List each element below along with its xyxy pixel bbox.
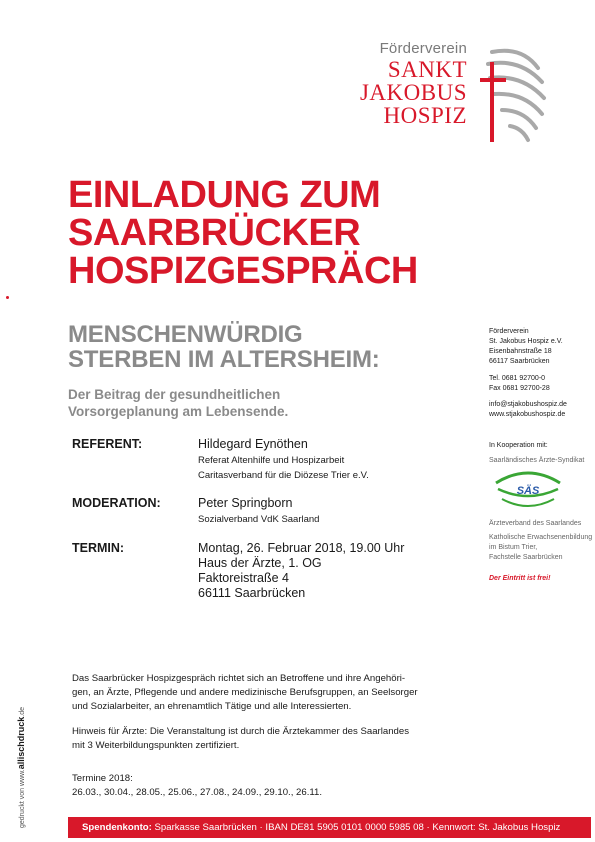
logo-line-1: SANKT: [387, 57, 467, 82]
contact-line-4: 66117 Saarbrücken: [489, 358, 550, 365]
printer-credit: [2, 700, 26, 830]
dates-list: 26.03., 30.04., 28.05., 25.06., 27.08., 24.09., 29.10., 26.11.: [72, 787, 322, 798]
partner-aerzte-syndikat: Saarländisches Ärzte-Syndikat: [489, 457, 585, 464]
referent-department: Referat Altenhilfe und Hospizarbeit: [198, 455, 345, 466]
referent-label: REFERENT:: [72, 437, 143, 451]
partner-keb-line-2: im Bistum Trier,: [489, 544, 538, 551]
doctors-note-line-2: mit 3 Weiterbildungspunkten zertifiziert.: [72, 740, 240, 751]
headline-line-1: EINLADUNG ZUM: [68, 174, 381, 216]
doctors-note-line-1: Hinweis für Ärzte: Die Veranstaltung ist durch die Ärztekammer des Saarlandes: [72, 726, 409, 737]
partner-aerzteverband: Ärzteverband des Saarlandes: [489, 520, 582, 527]
moderation-name: Peter Springborn: [198, 496, 293, 510]
cooperation-heading: In Kooperation mit:: [489, 442, 548, 449]
free-entry-note: Der Eintritt ist frei!: [489, 575, 551, 582]
intro-paragraph: [72, 672, 472, 714]
contact-line-1: Förderverein: [489, 328, 529, 335]
dates-section: [72, 772, 472, 800]
dates-label: Termine 2018:: [72, 773, 133, 784]
tagline: [68, 386, 398, 420]
termin-venue: Haus der Ärzte, 1. OG: [198, 556, 322, 570]
headline-line-2: SAARBRÜCKER: [68, 212, 361, 254]
logo-line-2: JAKOBUS: [359, 80, 467, 105]
subtitle-line-2: STERBEN IM ALTERSHEIM:: [68, 346, 380, 373]
referent-name: Hildegard Eynöthen: [198, 437, 308, 451]
moderation-organisation: Sozialverband VdK Saarland: [198, 514, 320, 525]
printer-prefix: gedruckt von www.: [19, 769, 26, 828]
donation-details: Sparkasse Saarbrücken · IBAN DE81 5905 0101 0000 5985 08 · Kennwort: St. Jakobus Hospiz: [151, 822, 561, 833]
logo-kicker: Förderverein: [379, 40, 467, 57]
referent-organisation: Caritasverband für die Diözese Trier e.V.: [198, 470, 369, 481]
subtitle-line-1: MENSCHENWÜRDIG: [68, 321, 303, 348]
termin-label: TERMIN:: [72, 541, 125, 555]
accent-dot: [6, 296, 9, 299]
intro-line-2: gen, an Ärzte, Pflegende und andere medizinische Berufsgruppen, an Seelsorger: [72, 687, 418, 698]
contact-email[interactable]: info@stjakobushospiz.de: [489, 401, 567, 408]
intro-line-1: Das Saarbrücker Hospizgespräch richtet sich an Betroffene und ihre Angehöri-: [72, 673, 406, 684]
contact-fax: Fax 0681 92700-28: [489, 385, 550, 392]
contact-line-3: Eisenbahnstraße 18: [489, 348, 552, 355]
headline-line-3: HOSPIZGESPRÄCH: [68, 250, 418, 292]
subtitle: [68, 322, 388, 372]
contact-website[interactable]: www.stjakobushospiz.de: [489, 411, 566, 418]
sas-logo-icon: [492, 469, 564, 509]
doctors-note: [72, 725, 472, 753]
contact-line-2: St. Jakobus Hospiz e.V.: [489, 338, 563, 345]
intro-line-3: und Sozialarbeiter, an ehrenamtlich Tätige und alle Interessierten.: [72, 701, 352, 712]
termin-city: 66111 Saarbrücken: [198, 586, 306, 600]
donation-footer: [68, 817, 591, 838]
moderation-label: MODERATION:: [72, 496, 161, 510]
partner-keb-line-3: Fachstelle Saarbrücken: [489, 554, 563, 561]
termin-date: Montag, 26. Februar 2018, 19.00 Uhr: [198, 541, 405, 555]
tagline-line-2: Vorsorgeplanung am Lebensende.: [68, 404, 289, 419]
termin-street: Faktoreistraße 4: [198, 571, 290, 585]
tagline-line-1: Der Beitrag der gesundheitlichen: [68, 387, 281, 402]
shell-cross-logo-icon: [478, 44, 552, 152]
contact-tel: Tel. 0681 92700-0: [489, 375, 546, 382]
logo-line-3: HOSPIZ: [383, 103, 467, 128]
headline: [68, 176, 528, 290]
sas-label: SÄS: [516, 485, 540, 497]
printer-name: allischdruck: [16, 716, 26, 770]
partner-keb-line-1: Katholische Erwachsenenbildung: [489, 534, 593, 541]
logo-wordmark: [360, 40, 467, 127]
donation-label: Spendenkonto:: [82, 822, 152, 833]
printer-suffix: .de: [19, 706, 26, 717]
